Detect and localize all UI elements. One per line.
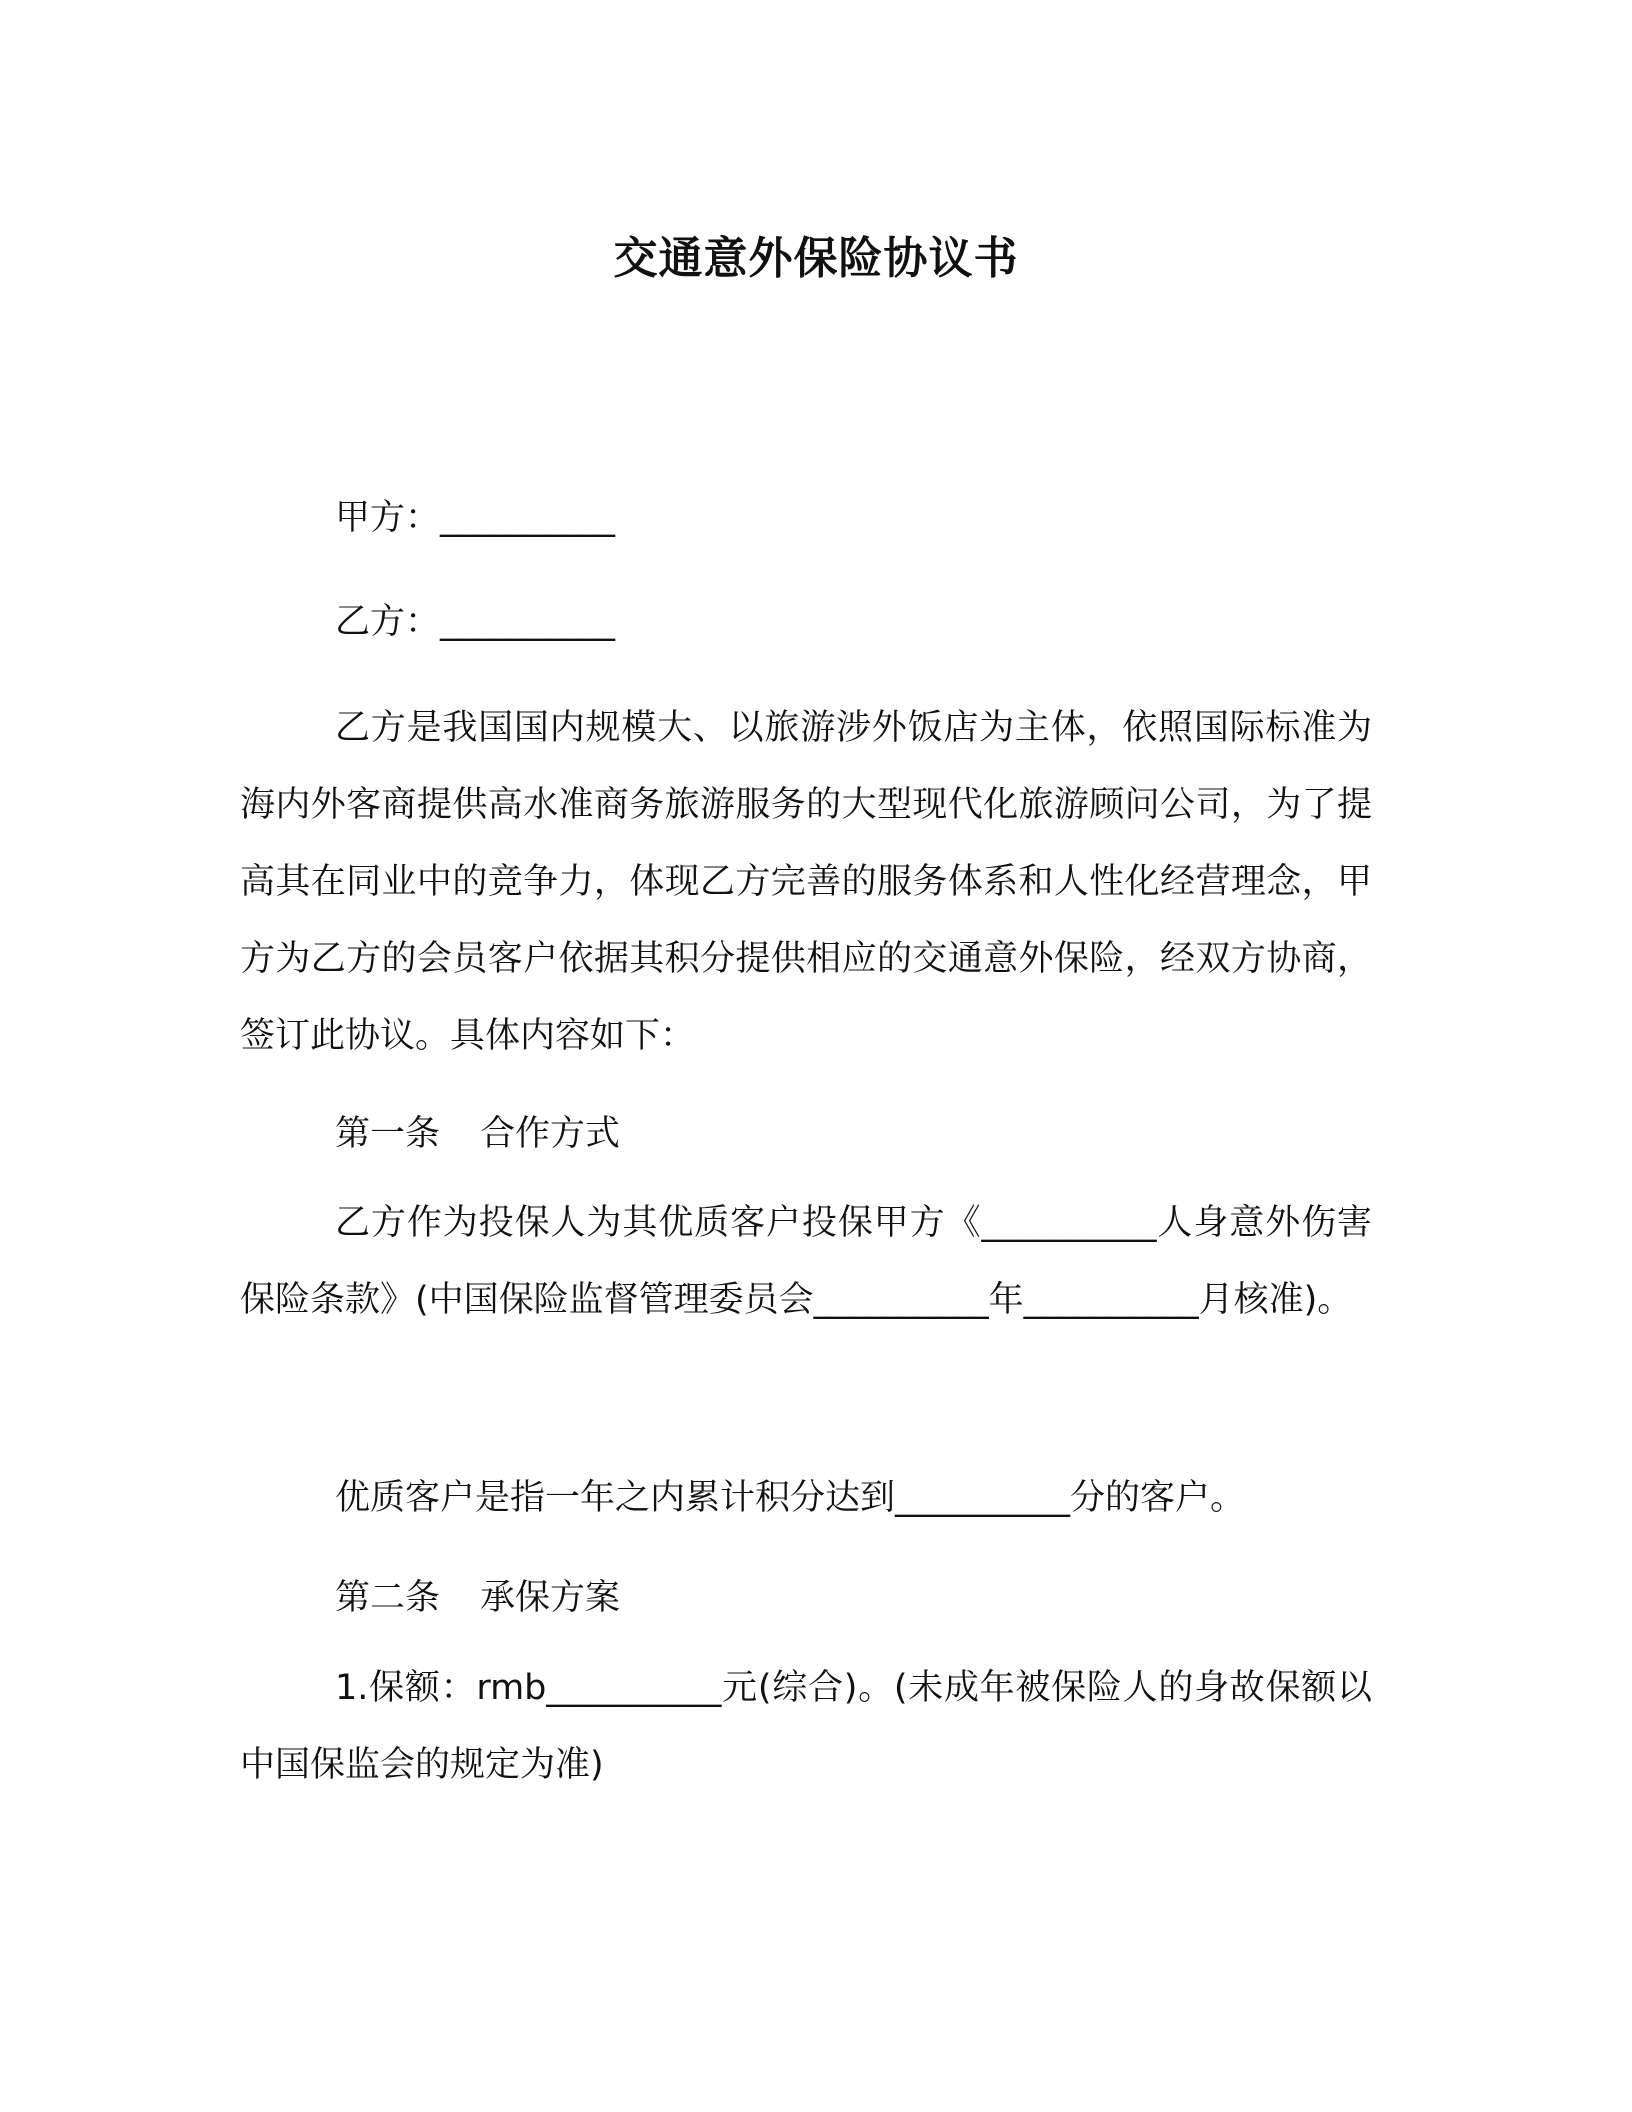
article-1-number: 第一条 — [335, 1114, 441, 1154]
article-2-item-1: 1.保额：rmb__________元(综合)。(未成年被保险人的身故保额以中国保监会的规定为准) — [240, 1668, 1372, 1785]
article-1-paragraph-2: 优质客户是指一年之内累计积分达到__________分的客户。 — [335, 1478, 1246, 1518]
article-1-paragraph-1: 乙方作为投保人为其优质客户投保甲方《__________人身意外伤害保险条款》(中国保险监督管理委员会__________年__________月核准)。 — [240, 1203, 1372, 1320]
intro-paragraph: 乙方是我国国内规模大、以旅游涉外饭店为主体，依照国际标准为海内外客商提供高水准商务旅游服务的大型现代化旅游顾问公司，为了提高其在同业中的竞争力，体现乙方完善的服务体系和人性化经营理念，甲方为乙方的会员客户依据其积分提供相应的交通意外保险，经双方协商，签订此协议。具体内容如下： — [240, 708, 1372, 1056]
party-b-line: 乙方：__________ — [335, 602, 616, 642]
article-2-heading — [335, 1576, 620, 1620]
article-1-title: 合作方式 — [480, 1114, 621, 1154]
article-1-heading — [335, 1112, 620, 1156]
article-2-number: 第二条 — [335, 1578, 441, 1618]
party-a-line: 甲方：__________ — [335, 498, 616, 538]
document-title: 交通意外保险协议书 — [613, 233, 1019, 284]
article-2-title: 承保方案 — [480, 1578, 621, 1618]
